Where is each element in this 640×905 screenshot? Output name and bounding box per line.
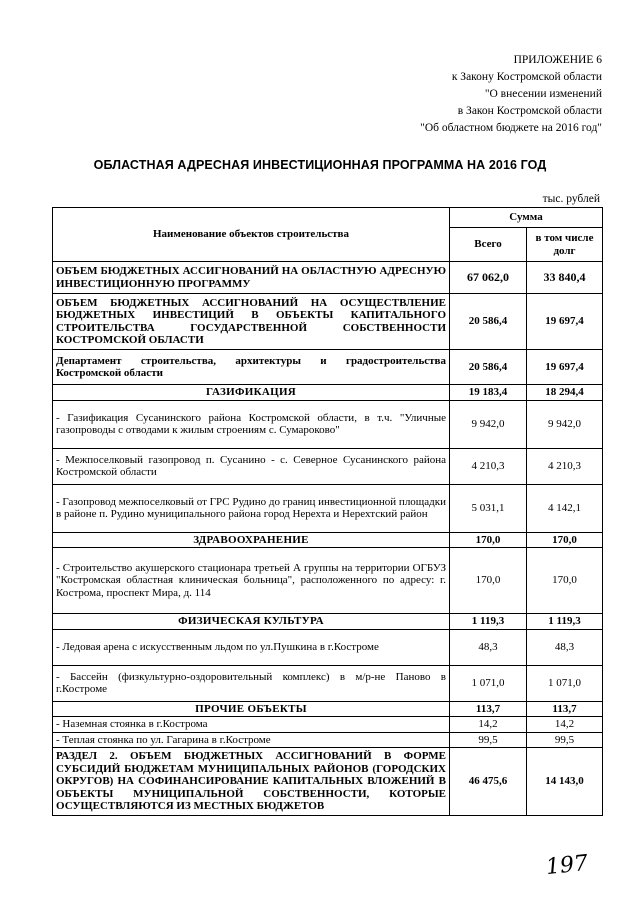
row-debt: 113,7	[527, 701, 603, 717]
row-debt: 19 697,4	[527, 350, 603, 385]
row-debt: 1 071,0	[527, 665, 603, 701]
appendix-line-2: к Закону Костромской области	[451, 71, 602, 83]
table-row	[53, 748, 603, 816]
table-row	[53, 532, 603, 548]
row-debt: 4 210,3	[527, 448, 603, 484]
row-total: 170,0	[450, 532, 527, 548]
row-total: 20 586,4	[450, 350, 527, 385]
row-debt: 9 942,0	[527, 400, 603, 448]
appendix-line-4: в Закон Костромской области	[457, 105, 602, 117]
row-name: Департамент строительства, архитектуры и градостроительства Костромской области	[53, 350, 450, 385]
appendix-line-1: ПРИЛОЖЕНИЕ 6	[513, 54, 602, 66]
table-row	[53, 294, 603, 350]
table-row	[53, 701, 603, 717]
row-debt: 4 142,1	[527, 484, 603, 532]
table-row	[53, 448, 603, 484]
table-row	[53, 665, 603, 701]
row-name: - Теплая стоянка по ул. Гагарина в г.Костроме	[53, 732, 450, 748]
row-total: 19 183,4	[450, 385, 527, 401]
document-title: ОБЛАСТНАЯ АДРЕСНАЯ ИНВЕСТИЦИОННАЯ ПРОГРАММА НА 2016 ГОД	[93, 158, 547, 172]
row-name: - Газификация Сусанинского района Костромской области, в т.ч. "Уличные газопроводы с отводами к жилым строениям с. Сумароково"	[53, 400, 450, 448]
row-name: ПРОЧИЕ ОБЪЕКТЫ	[53, 701, 450, 717]
row-debt: 1 119,3	[527, 614, 603, 630]
row-debt: 170,0	[527, 532, 603, 548]
table-row	[53, 262, 603, 294]
row-name: ОБЪЕМ БЮДЖЕТНЫХ АССИГНОВАНИЙ НА ОБЛАСТНУЮ АДРЕСНУЮ ИНВЕСТИЦИОННУЮ ПРОГРАММУ	[53, 262, 450, 294]
row-total: 67 062,0	[450, 262, 527, 294]
table-row	[53, 717, 603, 733]
header-total: Всего	[450, 228, 527, 262]
units-label: тыс. рублей	[542, 193, 600, 205]
row-total: 113,7	[450, 701, 527, 717]
appendix-block	[420, 52, 602, 137]
row-total: 9 942,0	[450, 400, 527, 448]
row-debt: 99,5	[527, 732, 603, 748]
table-row	[53, 350, 603, 385]
row-total: 48,3	[450, 629, 527, 665]
table-row	[53, 614, 603, 630]
row-name: - Газопровод межпоселковый от ГРС Рудино до границ инвестиционной площадки в районе п. Рудино муниципального района город Нерехта и Нерехтский район	[53, 484, 450, 532]
row-total: 1 119,3	[450, 614, 527, 630]
table-row	[53, 629, 603, 665]
row-debt: 18 294,4	[527, 385, 603, 401]
investment-program-table	[52, 207, 603, 816]
row-name: РАЗДЕЛ 2. ОБЪЕМ БЮДЖЕТНЫХ АССИГНОВАНИЙ В ФОРМЕ СУБСИДИЙ БЮДЖЕТАМ МУНИЦИПАЛЬНЫХ РАЙОНОВ (ГОРОДСКИХ ОКРУГОВ) НА СОФИНАНСИРОВАНИЕ КАПИТАЛЬНЫХ ВЛОЖЕНИЙ В ОБЪЕКТЫ МУНИЦИПАЛЬНОЙ СОБСТВЕННОСТИ, КОТОРЫЕ ОСУЩЕСТВЛЯЮТСЯ ИЗ МЕСТНЫХ БЮДЖЕТОВ	[53, 748, 450, 816]
row-name: ЗДРАВООХРАНЕНИЕ	[53, 532, 450, 548]
row-total: 46 475,6	[450, 748, 527, 816]
header-debt: в том числе долг	[527, 228, 603, 262]
row-total: 5 031,1	[450, 484, 527, 532]
row-debt: 14,2	[527, 717, 603, 733]
row-name: ГАЗИФИКАЦИЯ	[53, 385, 450, 401]
row-name: - Ледовая арена с искусственным льдом по ул.Пушкина в г.Костроме	[53, 629, 450, 665]
table-row	[53, 400, 603, 448]
row-debt: 33 840,4	[527, 262, 603, 294]
row-name: - Бассейн (физкультурно-оздоровительный комплекс) в м/р-не Паново в г.Костроме	[53, 665, 450, 701]
row-name: - Межпоселковый газопровод п. Сусанино - с. Северное Сусанинского района Костромской области	[53, 448, 450, 484]
row-total: 20 586,4	[450, 294, 527, 350]
appendix-line-5: "Об областном бюджете на 2016 год"	[420, 122, 602, 134]
table-row	[53, 548, 603, 614]
page-number: 197	[544, 850, 590, 881]
row-name: ФИЗИЧЕСКАЯ КУЛЬТУРА	[53, 614, 450, 630]
header-name: Наименование объектов строительства	[53, 208, 450, 262]
row-total: 99,5	[450, 732, 527, 748]
row-name: - Наземная стоянка в г.Кострома	[53, 717, 450, 733]
row-name: ОБЪЕМ БЮДЖЕТНЫХ АССИГНОВАНИЙ НА ОСУЩЕСТВЛЕНИЕ БЮДЖЕТНЫХ ИНВЕСТИЦИЙ В ОБЪЕКТЫ КАПИТАЛЬНОГО СТРОИТЕЛЬСТВА ГОСУДАРСТВЕННОЙ СОБСТВЕННОСТИ КОСТРОМСКОЙ ОБЛАСТИ	[53, 294, 450, 350]
row-debt: 170,0	[527, 548, 603, 614]
row-total: 170,0	[450, 548, 527, 614]
header-sum: Сумма	[450, 208, 603, 228]
row-debt: 19 697,4	[527, 294, 603, 350]
row-name: - Строительство акушерского стационара третьей А группы на территории ОГБУЗ "Костромская областная клиническая больница", расположенного по адресу: г. Кострома, проспект Мира, д. 114	[53, 548, 450, 614]
row-debt: 14 143,0	[527, 748, 603, 816]
row-total: 4 210,3	[450, 448, 527, 484]
row-total: 14,2	[450, 717, 527, 733]
row-debt: 48,3	[527, 629, 603, 665]
table-row	[53, 732, 603, 748]
appendix-line-3: "О внесении изменений	[484, 88, 602, 100]
table-row	[53, 484, 603, 532]
row-total: 1 071,0	[450, 665, 527, 701]
table-row	[53, 385, 603, 401]
